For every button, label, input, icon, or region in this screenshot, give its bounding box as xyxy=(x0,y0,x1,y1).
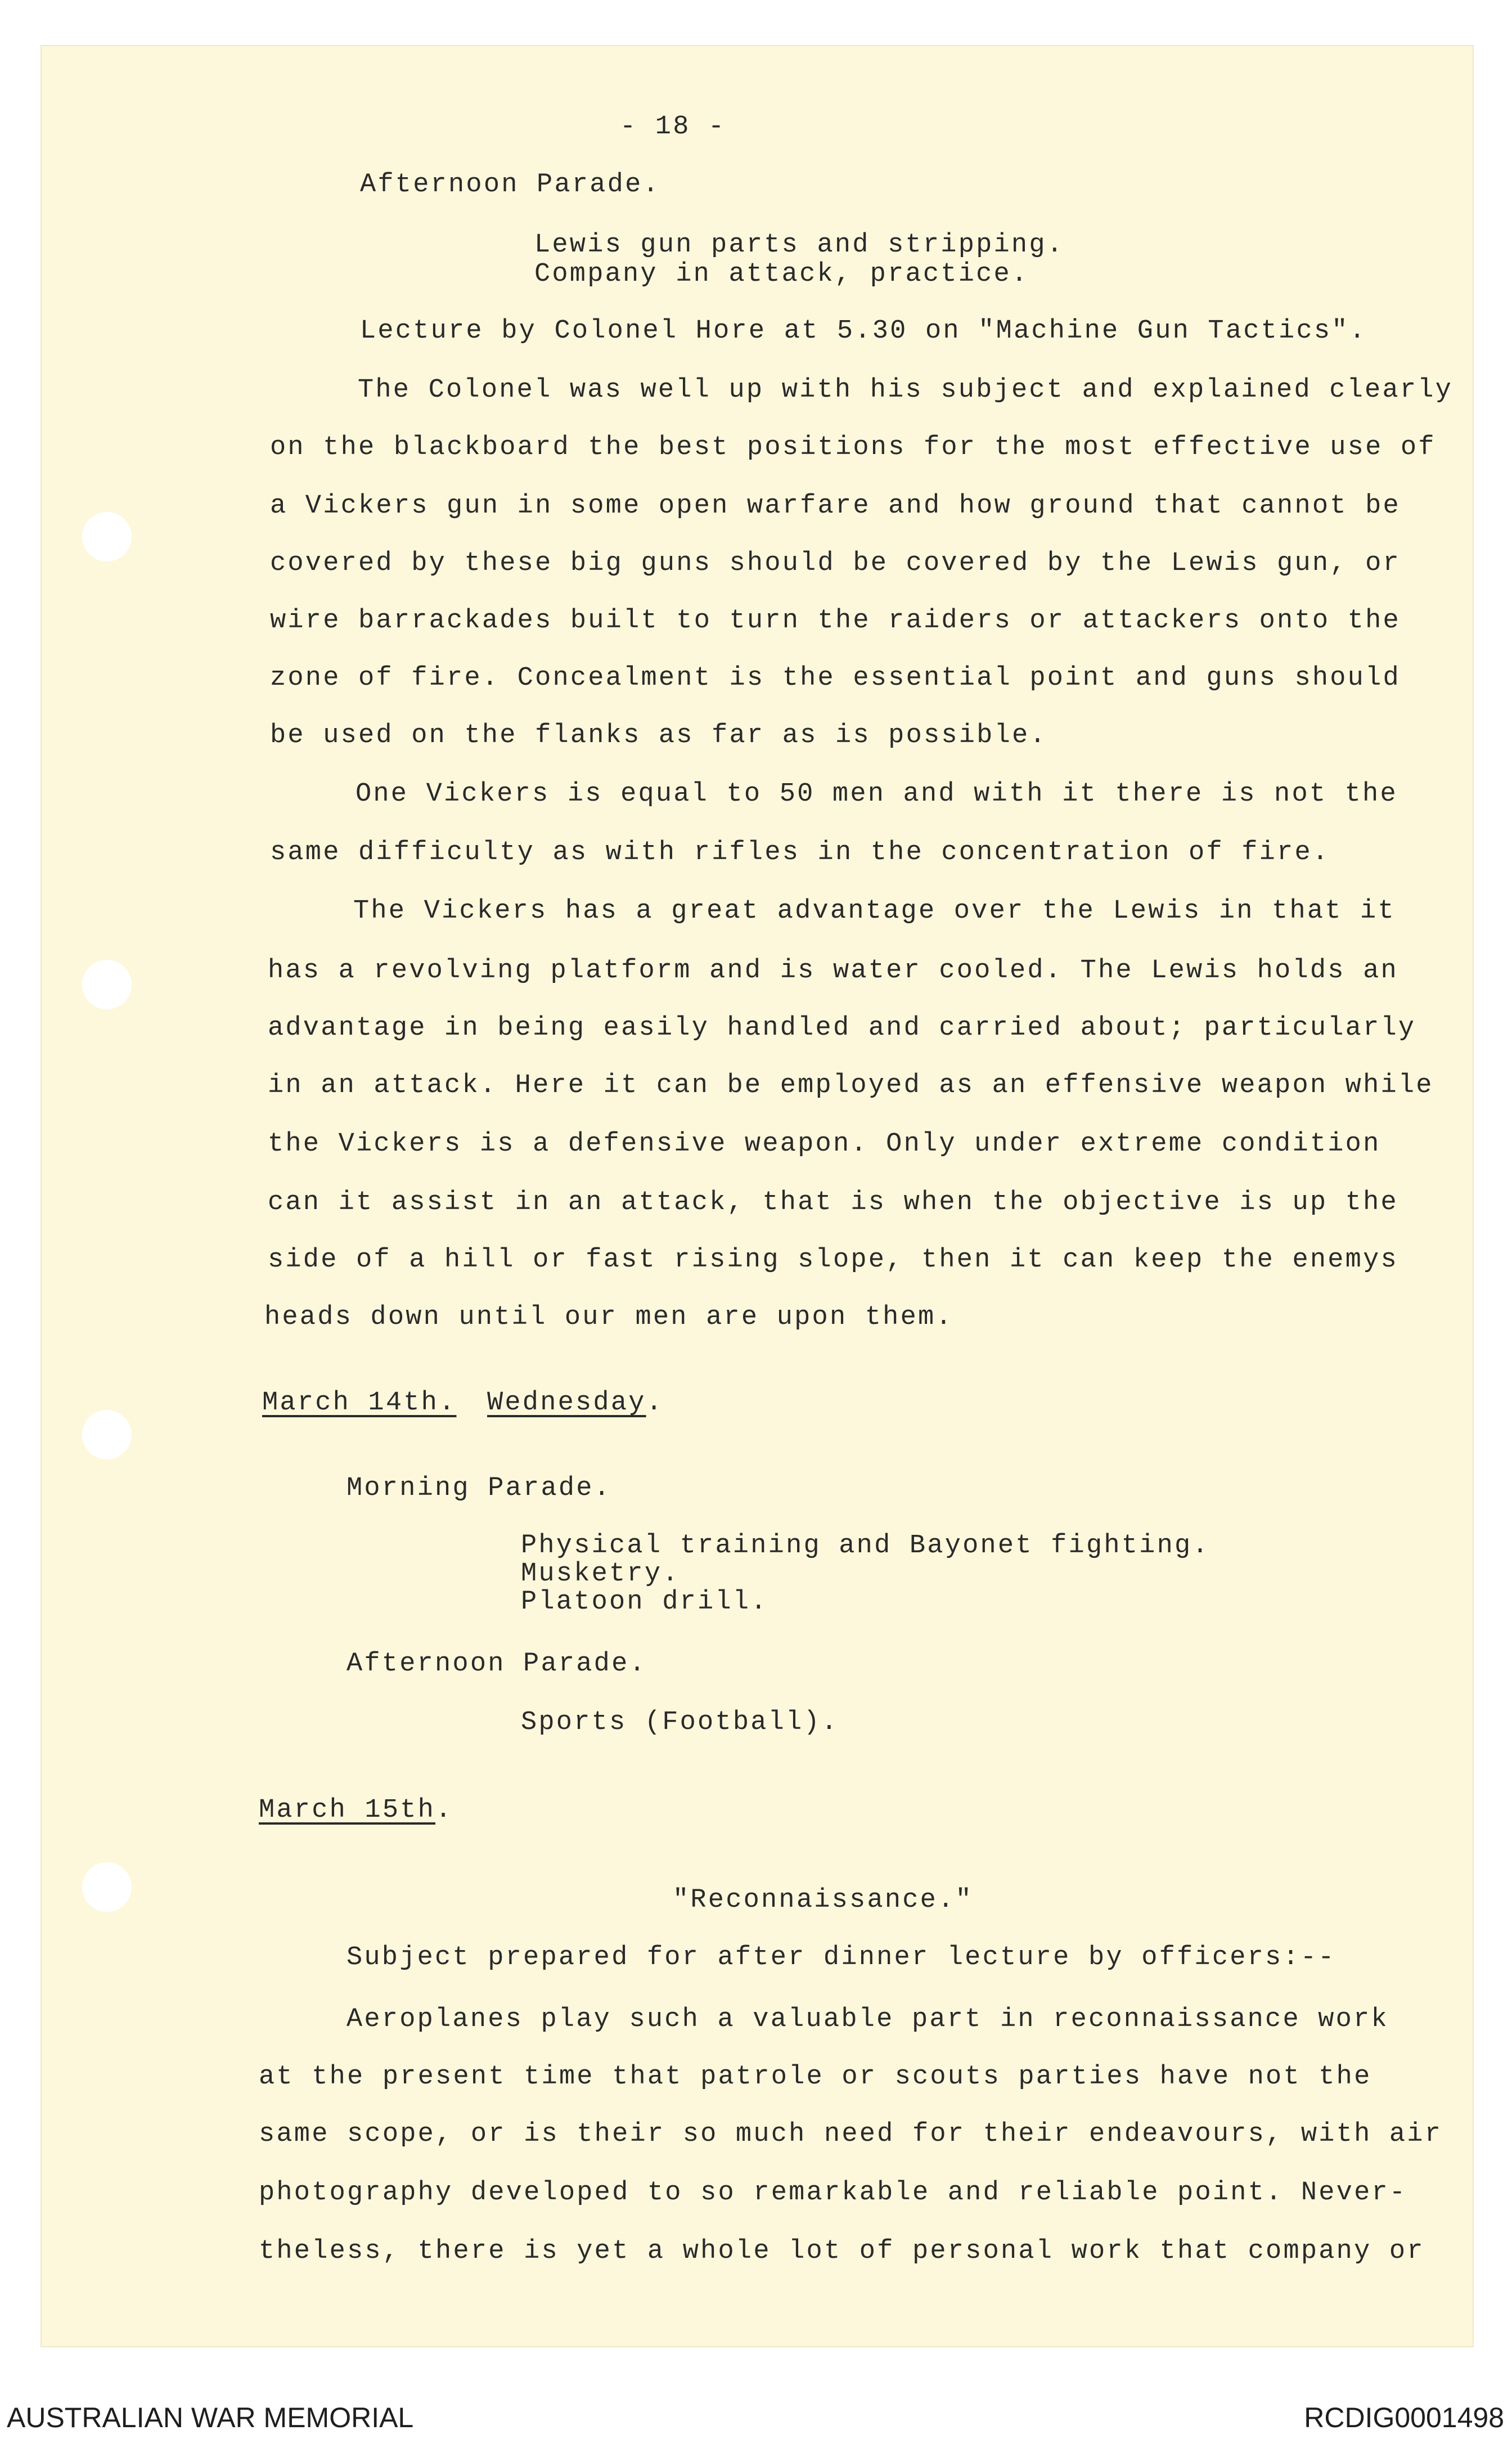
text-line: a Vickers gun in some open warfare and how ground that cannot be xyxy=(270,491,1401,521)
text-line: side of a hill or fast rising slope, then it can keep the enemys xyxy=(268,1245,1398,1275)
text-line: Subject prepared for after dinner lecture by officers:-- xyxy=(346,1943,1336,1973)
section-heading: Afternoon Parade. xyxy=(360,170,660,200)
section-heading: Afternoon Parade. xyxy=(346,1649,647,1679)
schedule-item: Physical training and Bayonet fighting. xyxy=(521,1531,1210,1561)
text-line: advantage in being easily handled and carried about; particularly xyxy=(268,1013,1416,1043)
text-line: in an attack. Here it can be employed as an effensive weapon while xyxy=(268,1071,1434,1101)
text-line: the Vickers is a defensive weapon. Only under extreme condition xyxy=(268,1129,1381,1159)
schedule-item: Company in attack, practice. xyxy=(534,259,1029,289)
text-line: photography developed to so remarkable and reliable point. Never- xyxy=(259,2178,1407,2208)
text-line: The Colonel was well up with his subject and explained clearly xyxy=(358,375,1454,405)
punch-hole xyxy=(82,512,132,562)
text-line: has a revolving platform and is water cooled. The Lewis holds an xyxy=(268,956,1398,986)
text-line: One Vickers is equal to 50 men and with it there is not the xyxy=(356,779,1398,809)
date-heading: March 14th. xyxy=(262,1388,457,1418)
punch-hole xyxy=(82,960,132,1009)
schedule-item: Sports (Football). xyxy=(521,1708,839,1737)
weekday-text: Wednesday xyxy=(487,1388,646,1418)
text-line: zone of fire. Concealment is the essential point and guns should xyxy=(270,663,1401,693)
text-line: covered by these big guns should be covered by the Lewis gun, or xyxy=(270,549,1401,578)
footer-archive-name: AUSTRALIAN WAR MEMORIAL xyxy=(7,2402,414,2433)
text-line: Lecture by Colonel Hore at 5.30 on "Machine Gun Tactics". xyxy=(360,316,1367,346)
punch-hole xyxy=(82,1862,132,1912)
weekday-heading: Wednesday. xyxy=(487,1388,664,1418)
text-line: Aeroplanes play such a valuable part in reconnaissance work xyxy=(346,2005,1389,2034)
footer-record-id: RCDIG0001498 xyxy=(1304,2402,1504,2433)
schedule-item: Musketry. xyxy=(521,1559,680,1589)
schedule-item: Platoon drill. xyxy=(521,1587,768,1617)
date-text: March 15th xyxy=(259,1795,436,1825)
text-line: at the present time that patrole or scouts parties have not the xyxy=(259,2062,1372,2092)
text-line: theless, there is yet a whole lot of personal work that company or xyxy=(259,2236,1425,2266)
text-line: wire barrackades built to turn the raiders or attackers onto the xyxy=(270,606,1401,636)
lecture-title: "Reconnaissance." xyxy=(673,1885,973,1915)
text-line: can it assist in an attack, that is when the objective is up the xyxy=(268,1188,1398,1218)
schedule-item: Lewis gun parts and stripping. xyxy=(534,230,1065,260)
page-number: - 18 - xyxy=(620,112,726,142)
text-line: on the blackboard the best positions for the most effective use of xyxy=(270,433,1436,462)
punch-hole xyxy=(82,1410,132,1459)
text-line: heads down until our men are upon them. xyxy=(264,1302,953,1332)
text-line: The Vickers has a great advantage over the Lewis in that it xyxy=(353,896,1396,926)
text-line: same difficulty as with rifles in the concentration of fire. xyxy=(270,838,1330,868)
text-line: same scope, or is their so much need for their endeavours, with air xyxy=(259,2119,1443,2149)
section-heading: Morning Parade. xyxy=(346,1474,612,1503)
text-line: be used on the flanks as far as is possible. xyxy=(270,721,1047,751)
date-heading: March 15th. xyxy=(259,1795,453,1825)
